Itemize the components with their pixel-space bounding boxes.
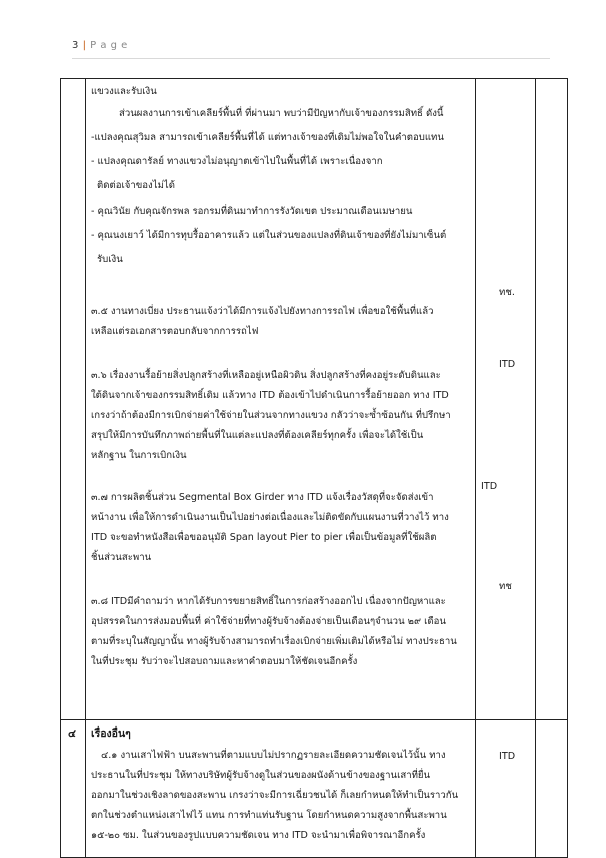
item-3-7-line-4: ชิ้นส่วนสะพาน bbox=[91, 552, 152, 563]
item-3-7-line-3: ITD จะขอทำหนังสือเพื่อขออนุมัติ Span layout Pier to pier เพื่อเป็นข้อมูลที่ใช้ผลิต bbox=[91, 532, 437, 543]
item-4-1-line-1: ๔.๑ งานเสาไฟฟ้า บนสะพานที่ตามแบบไม่ปรากฏรายละเอียดความชัดเจนไว้นั้น ทาง bbox=[101, 750, 446, 761]
page-header bbox=[72, 40, 128, 51]
item-3-6-line-5: หลักฐาน ในการเบิกเงิน bbox=[91, 450, 187, 461]
item-3-8-responsible: ทช bbox=[499, 581, 512, 592]
item-3-6-line-4: สรุปให้มีการบันทึกภาพถ่ายพื้นที่ในแต่ละแปลงที่ต้องเคลียร์ทุกครั้ง เพื่อจะได้ใช้เป็น bbox=[91, 430, 424, 441]
row3-line-7: - คุณนงเยาว์ ได้มีการทุบรื้ออาคารแล้ว แต่ในส่วนของแปลงที่ดินเจ้าของที่ยังไม่มาเซ็นต์ bbox=[91, 230, 447, 241]
row3-line-8: รับเงิน bbox=[97, 254, 123, 265]
section-4-number: ๔ bbox=[68, 728, 76, 740]
page-number: 3 bbox=[72, 40, 79, 51]
column-divider-1 bbox=[85, 79, 86, 857]
row3-line-3: -แปลงคุณสุวิมล สามารถเข้าเคลียร์พื้นที่ได้ แต่ทางเจ้าของที่เดิมไม่พอใจในคำตอบแทน bbox=[91, 132, 444, 143]
row-divider bbox=[61, 719, 567, 720]
item-3-5-line-1: ๓.๕ งานทางเบี่ยง ประธานแจ้งว่าได้มีการแจ้งไปยังทางการรถไฟ เพื่อขอใช้พื้นที่แล้ว bbox=[91, 306, 434, 317]
column-divider-3 bbox=[535, 79, 536, 857]
header-separator: | bbox=[82, 40, 87, 51]
item-3-5-line-2: เหลือแต่รอเอกสารตอบกลับจากการรถไฟ bbox=[91, 326, 259, 337]
page-word: P a g e bbox=[90, 40, 128, 51]
row3-line-6: - คุณวินัย กับคุณจักรพล รอกรมที่ดินมาทำการรังวัดเขต ประมาณเดือนเมษายน bbox=[91, 206, 413, 217]
item-3-6-line-1: ๓.๖ เรื่องงานรื้อย้ายสิ่งปลูกสร้างที่เหลืออยู่เหนือผิวดิน สิ่งปลูกสร้างที่คงอยู่ระดับดินและ bbox=[91, 370, 441, 381]
row3-line-2: ส่วนผลงานการเข้าเคลียร์พื้นที่ ที่ผ่านมา พบว่ามีปัญหากับเจ้าของกรรมสิทธิ์ ดังนี้ bbox=[119, 108, 444, 119]
item-3-5-responsible: ทช. bbox=[499, 287, 515, 298]
item-4-1-line-5: ๑๕-๒๐ ซม. ในส่วนของรูปแบบความชัดเจน ทาง ITD จะนำมาเพื่อพิจารณาอีกครั้ง bbox=[91, 830, 426, 841]
item-3-8-line-1: ๓.๘ ITDมีคำถามว่า หากได้รับการขยายสิทธิ์ในการก่อสร้างออกไป เนื่องจากปัญหาและ bbox=[91, 596, 446, 607]
item-3-8-line-4: ในที่ประชุม รับว่าจะไปสอบถามและหาคำตอบมาให้ชัดเจนอีกครั้ง bbox=[91, 656, 358, 667]
section-4-responsible: ITD bbox=[499, 751, 516, 762]
row3-line-4: - แปลงคุณดารัลย์ ทางแขวงไม่อนุญาตเข้าไปในพื้นที่ได้ เพราะเนื่องจาก bbox=[91, 156, 383, 167]
section-4-title: เรื่องอื่นๆ bbox=[91, 728, 131, 740]
row3-line-5: ติดต่อเจ้าของไม่ได้ bbox=[97, 180, 175, 191]
item-3-7-line-2: หน้างาน เพื่อให้การดำเนินงานเป็นไปอย่างต่อเนื่องและไม่ติดขัดกับแผนงานที่วางไว้ ทาง bbox=[91, 512, 449, 523]
item-3-8-line-2: อุปสรรคในการส่งมอบพื้นที่ ค่าใช้จ่ายที่ทางผู้รับจ้างต้องจ่ายเป็นเดือนๆจำนวน ๒๙ เดือน bbox=[91, 616, 446, 627]
item-3-7-line-1: ๓.๗ การผลิตชิ้นส่วน Segmental Box Girder ทาง ITD แจ้งเรื่องวัสดุที่จะจัดส่งเข้า bbox=[91, 492, 434, 503]
item-4-1-line-4: ตกในช่วงตำแหน่งเสาไฟไว้ แทน การทำแท่นรับฐาน โดยกำหนดความสูงจากพื้นสะพาน bbox=[91, 810, 447, 821]
item-3-7-responsible: ITD bbox=[481, 481, 498, 492]
column-divider-2 bbox=[475, 79, 476, 857]
row3-line-1: แขวงและรับเงิน bbox=[91, 86, 157, 97]
minutes-table bbox=[60, 78, 568, 858]
item-4-1-line-2: ประธานในที่ประชุม ให้ทางบริษัทผู้รับจ้างดูในส่วนของผนังด้านข้างของฐานเสาที่ยื่น bbox=[91, 770, 431, 781]
item-3-8-line-3: ตามที่ระบุในสัญญานั้น ทางผู้รับจ้างสามารถทำเรื่องเบิกจ่ายเพิ่มเติมได้หรือไม่ ทางประธาน bbox=[91, 636, 457, 647]
item-3-6-line-3: เกรงว่าถ้าต้องมีการเบิกจ่ายค่าใช้จ่ายในส่วนจากทางแขวง กลัวว่าจะซ้ำซ้อนกัน ที่ปรึกษา bbox=[91, 410, 451, 421]
item-4-1-line-3: ออกมาในช่วงเชิงลาดของสะพาน เกรงว่าจะมีการเฉี่ยวชนได้ ก็เลยกำหนดให้ทำเป็นราวกัน bbox=[91, 790, 459, 801]
item-3-6-line-2: ใต้ดินจากเจ้าของกรรมสิทธิ์เดิม แล้วทาง ITD ต้องเข้าไปดำเนินการรื้อย้ายออก ทาง ITD bbox=[91, 390, 449, 401]
header-divider bbox=[72, 58, 550, 59]
item-3-6-responsible: ITD bbox=[499, 359, 516, 370]
